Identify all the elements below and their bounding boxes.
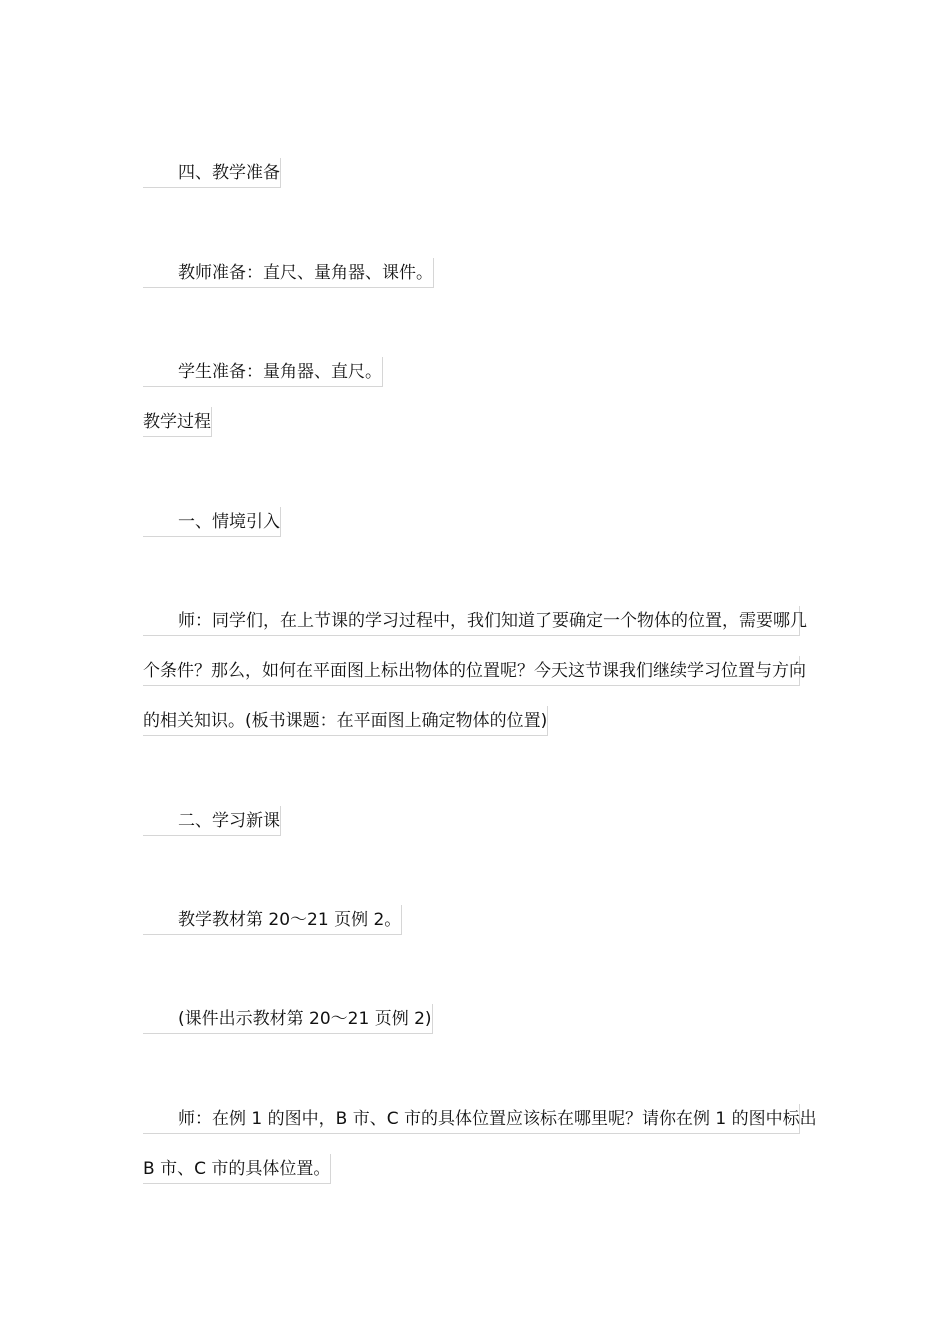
paragraph-student-preparation: 学生准备：量角器、直尺。	[143, 357, 383, 387]
heading-teaching-process: 教学过程	[143, 407, 212, 437]
paragraph-teacher-question-line2: B 市、C 市的具体位置。	[143, 1154, 331, 1184]
heading-learn-new-lesson: 二、学习新课	[143, 806, 281, 836]
paragraph-teacher-question-line1: 师：在例 1 的图中，B 市、C 市的具体位置应该标在哪里呢？请你在例 1 的图中标出	[143, 1104, 800, 1134]
paragraph-teacher-intro-line3: 的相关知识。(板书课题：在平面图上确定物体的位置)	[143, 706, 548, 736]
paragraph-textbook-example: 教学教材第 20～21 页例 2。	[143, 905, 402, 935]
paragraph-teacher-preparation: 教师准备：直尺、量角器、课件。	[143, 258, 434, 288]
paragraph-courseware-display: (课件出示教材第 20～21 页例 2)	[143, 1004, 433, 1034]
paragraph-teacher-intro-line2: 个条件？那么，如何在平面图上标出物体的位置呢？今天这节课我们继续学习位置与方向	[143, 656, 800, 686]
heading-teaching-preparation: 四、教学准备	[143, 158, 281, 188]
paragraph-teacher-intro-line1: 师：同学们，在上节课的学习过程中，我们知道了要确定一个物体的位置，需要哪几	[143, 606, 800, 636]
heading-situation-introduction: 一、情境引入	[143, 507, 281, 537]
